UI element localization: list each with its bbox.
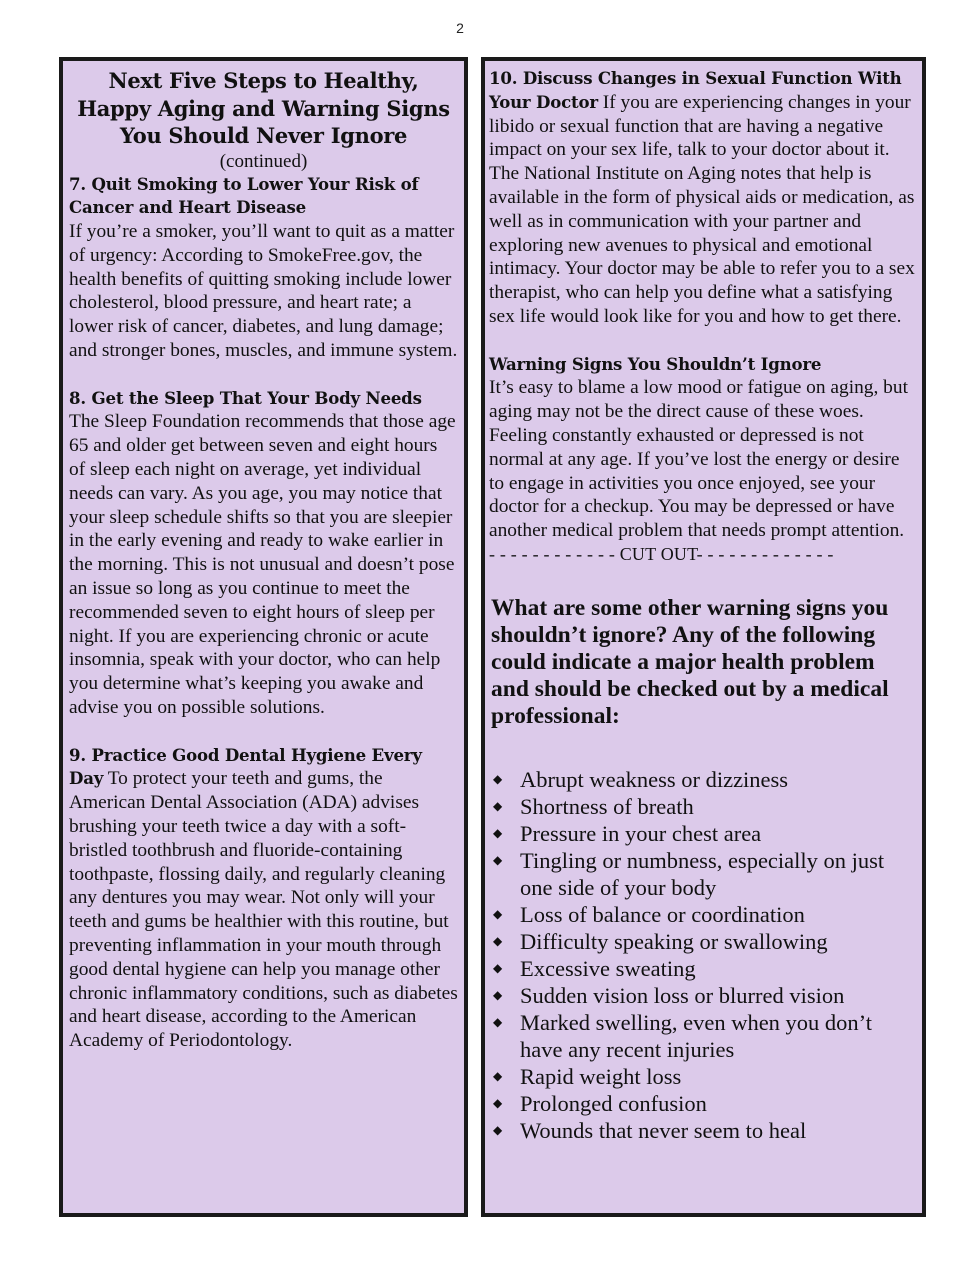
list-item [489,1117,918,1144]
list-item [489,1063,918,1090]
warning-sign-text: Pressure in your chest area [520,820,762,846]
diamond-bullet-icon: ◆ [493,771,503,786]
warning-sign-text: Rapid weight loss [520,1063,682,1089]
warning-sign-text: Prolonged confusion [520,1090,707,1116]
spacer [69,363,458,387]
step-8-section [69,387,458,720]
spacer [69,720,458,744]
right-column-panel [481,57,926,1217]
warning-sign-text: Abrupt weakness or dizziness [520,766,789,792]
step-8-heading: 8. Get the Sleep That Your Body Needs [69,387,422,408]
warning-signs-list [489,766,918,1144]
page-title: Next Five Steps to Healthy, Happy Aging and Warning Signs You Should Never Ignore [77,68,450,148]
diamond-bullet-icon: ◆ [493,960,503,975]
list-item [489,820,918,847]
diamond-bullet-icon: ◆ [493,906,503,921]
cut-out-line: - - - - - - - - - - - - CUT OUT- - - - - - - - - - - - - [489,543,834,564]
step-7-section [69,173,458,363]
warning-sign-text: Tingling or numbness, especially on just one side of your body [520,847,885,900]
page-number: 2 [456,20,464,36]
diamond-bullet-icon: ◆ [493,798,503,813]
warning-section [489,353,918,543]
list-item [489,766,918,793]
diamond-bullet-icon: ◆ [493,1014,503,1029]
list-item [489,928,918,955]
step-7-body: If you’re a smoker, you’ll want to quit as a matter of urgency: According to SmokeFree.gov, the health benefits of quitting smoking include lower cholesterol, blood pressure, and heart rate; a lower risk of cancer, diabetes, and lung damage; and stronger bones, muscles, and immune system. [69,221,458,362]
diamond-bullet-icon: ◆ [493,1095,503,1110]
list-item [489,847,918,901]
step-10-body: If you are experiencing changes in your libido or sexual function that are having a negative impact on your sex life, talk to your doctor about it. The National Institute on Aging notes that help is available in the form of physical aids or medication, as well as in communication with your partner and exploring new avenues to physical and emotional intimacy. Your doctor may be able to refer you to a sex therapist, who can help you define what a satisfying sex life would look like for you and how to get there. [489,91,915,327]
step-10-heading: 10. Discuss Changes in Sexual Function With Your Doctor [489,68,902,112]
step-9-body: To protect your teeth and gums, the American Dental Association (ADA) advises brushing your teeth twice a day with a soft-bristled toothbrush and fluoride-containing toothpaste, flossing daily, and regularly cleaning any dentures you may wear. Not only will your teeth and gums be healthier with this routine, but preventing inflammation in your mouth through good dental hygiene can help you manage other chronic inflammatory conditions, such as diabetes and heart disease, according to the American Academy of Periodontology. [69,768,458,1052]
warning-sign-text: Wounds that never seem to heal [520,1117,807,1143]
diamond-bullet-icon: ◆ [493,1068,503,1083]
list-item [489,901,918,928]
list-item [489,793,918,820]
warning-sign-text: Difficulty speaking or swallowing [520,928,828,954]
step-9-section [69,744,458,1053]
warning-sign-text: Shortness of breath [520,793,694,819]
list-item [489,982,918,1009]
step-8-body: The Sleep Foundation recommends that those age 65 and older get between seven and eight hours of sleep each night on average, yet individual needs can vary. As you age, you may notice that your sleep schedule shifts so that you are sleepier in the early evening and ready to wake earlier in the morning. This is not unusual and doesn’t pose an issue so long as you continue to meet the recommended seven to eight hours of sleep per night. If you are experiencing chronic or acute insomnia, speak with your doctor, who can help you determine what’s keeping you awake and advise you on possible solutions. [69,411,456,719]
diamond-bullet-icon: ◆ [493,825,503,840]
step-10-section [489,67,918,329]
list-item [489,955,918,982]
warning-body: It’s easy to blame a low mood or fatigue on aging, but aging may not be the direct cause of these woes. Feeling constantly exhausted or depressed is not normal at any age. If you’ve lost the energy or desire to engage in activities you once enjoyed, see your doctor for a checkup. You may be depressed or have another medical problem that needs prompt attention. [489,377,908,542]
list-item [489,1009,918,1063]
warning-heading: Warning Signs You Shouldn’t Ignore [489,353,822,374]
spacer [489,329,918,353]
diamond-bullet-icon: ◆ [493,933,503,948]
warning-sign-text: Excessive sweating [520,955,696,981]
left-column-panel [59,57,468,1217]
warning-sign-text: Loss of balance or coordination [520,901,805,927]
diamond-bullet-icon: ◆ [493,1122,503,1137]
warning-sign-text: Marked swelling, even when you don’t have any recent injuries [520,1009,873,1062]
diamond-bullet-icon: ◆ [493,852,503,867]
list-item [489,1090,918,1117]
warning-signs-question: What are some other warning signs you shouldn’t ignore? Any of the following could indicate a major health problem and should be checked out by a medical professional: [491,594,889,729]
step-9-heading: 9. Practice Good Dental Hygiene Every Day [69,744,422,789]
diamond-bullet-icon: ◆ [493,987,503,1002]
warning-sign-text: Sudden vision loss or blurred vision [520,982,845,1008]
continued-label: (continued) [219,150,308,172]
step-7-heading: 7. Quit Smoking to Lower Your Risk of Cancer and Heart Disease [69,173,419,218]
